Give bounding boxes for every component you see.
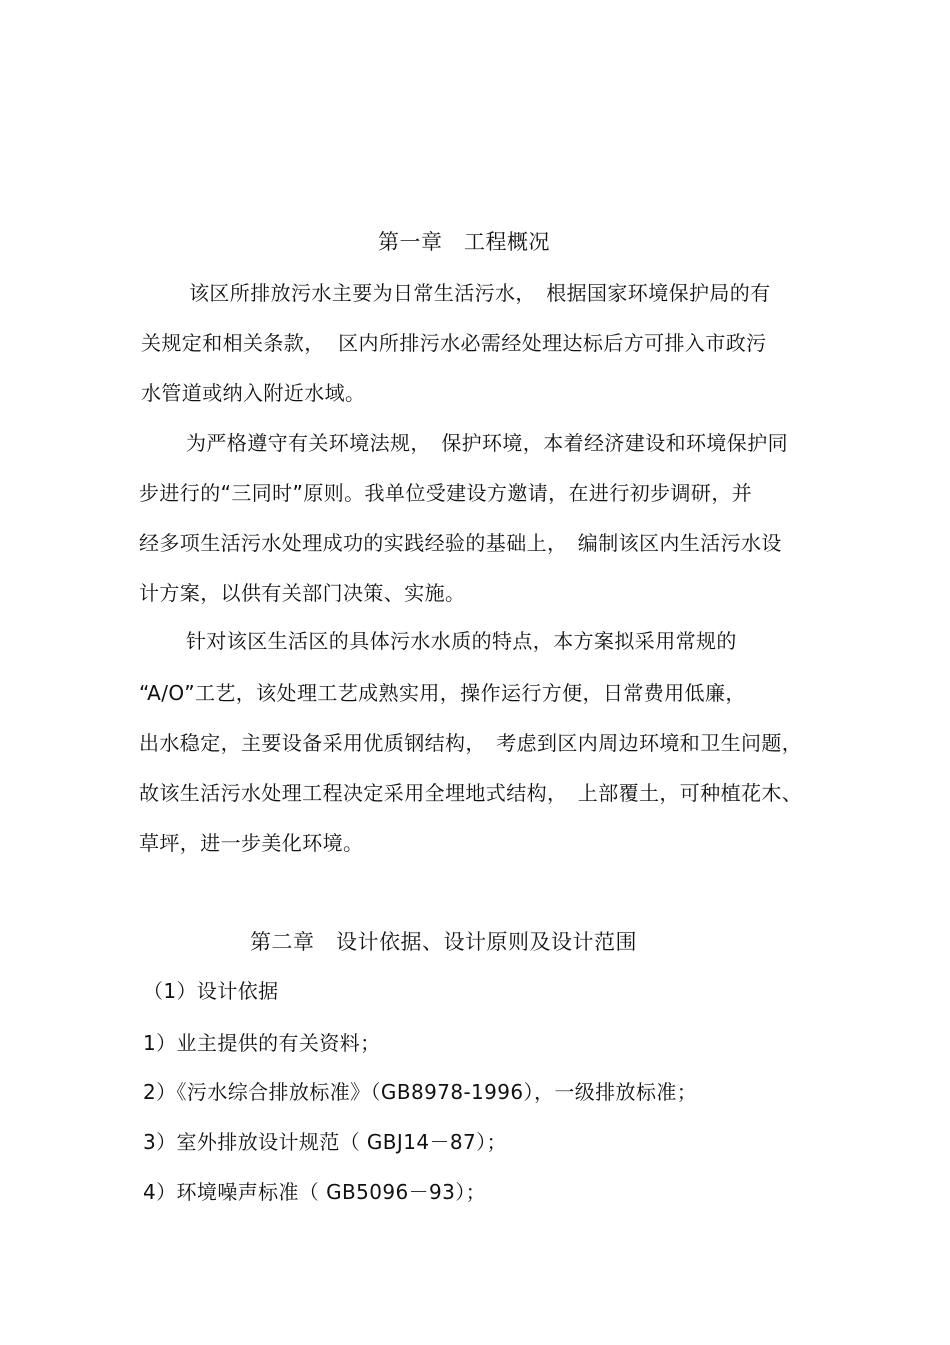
- design-basis-section-label: （1）设计依据: [143, 979, 279, 1003]
- chapter-1-paragraph-2-line-3: 经多项生活污水处理成功的实践经验的基础上， 编制该区内生活污水设: [139, 531, 782, 555]
- design-basis-item-4: 4）环境噪声标准（ GB5096－93）；: [143, 1180, 487, 1204]
- design-basis-item-1: 1）业主提供的有关资料；: [143, 1031, 381, 1055]
- chapter-1-paragraph-2-line-1: 为严格遵守有关环境法规， 保护环境，本着经济建设和环境保护同: [186, 431, 788, 455]
- chapter-1-paragraph-3-line-4: 故该生活污水处理工程决定采用全埋地式结构， 上部覆土，可种植花木、: [139, 781, 803, 805]
- chapter-1-paragraph-1-line-1: 该区所排放污水主要为日常生活污水， 根据国家环境保护局的有: [189, 281, 771, 305]
- chapter-1-title: 第一章 工程概况: [378, 230, 550, 254]
- design-basis-item-3: 3）室外排放设计规范（ GBJ14－87）；: [143, 1130, 507, 1154]
- chapter-1-paragraph-1-line-2: 关规定和相关条款， 区内所排污水必需经处理达标后方可排入市政污: [141, 331, 767, 355]
- chapter-1-paragraph-2-line-2: 步进行的“三同时”原则。我单位受建设方邀请，在进行初步调研，并: [139, 481, 753, 505]
- chapter-1-paragraph-1-line-3: 水管道或纳入附近水域。: [141, 381, 366, 405]
- chapter-1-paragraph-3-line-1: 针对该区生活区的具体污水水质的特点，本方案拟采用常规的: [186, 629, 737, 653]
- chapter-1-paragraph-3-line-5: 草坪，进一步美化环境。: [139, 831, 364, 855]
- design-basis-item-2: 2）《污水综合排放标准》（GB8978-1996），一级排放标准；: [143, 1080, 698, 1104]
- chapter-1-paragraph-2-line-4: 计方案，以供有关部门决策、实施。: [139, 581, 466, 605]
- chapter-1-paragraph-3-line-3: 出水稳定，主要设备采用优质钢结构， 考虑到区内周边环境和卫生问题，: [139, 731, 803, 755]
- chapter-2-title: 第二章 设计依据、设计原则及设计范围: [250, 930, 637, 954]
- chapter-1-paragraph-3-line-2: “A/O”工艺，该处理工艺成熟实用，操作运行方便，日常费用低廉，: [139, 681, 746, 705]
